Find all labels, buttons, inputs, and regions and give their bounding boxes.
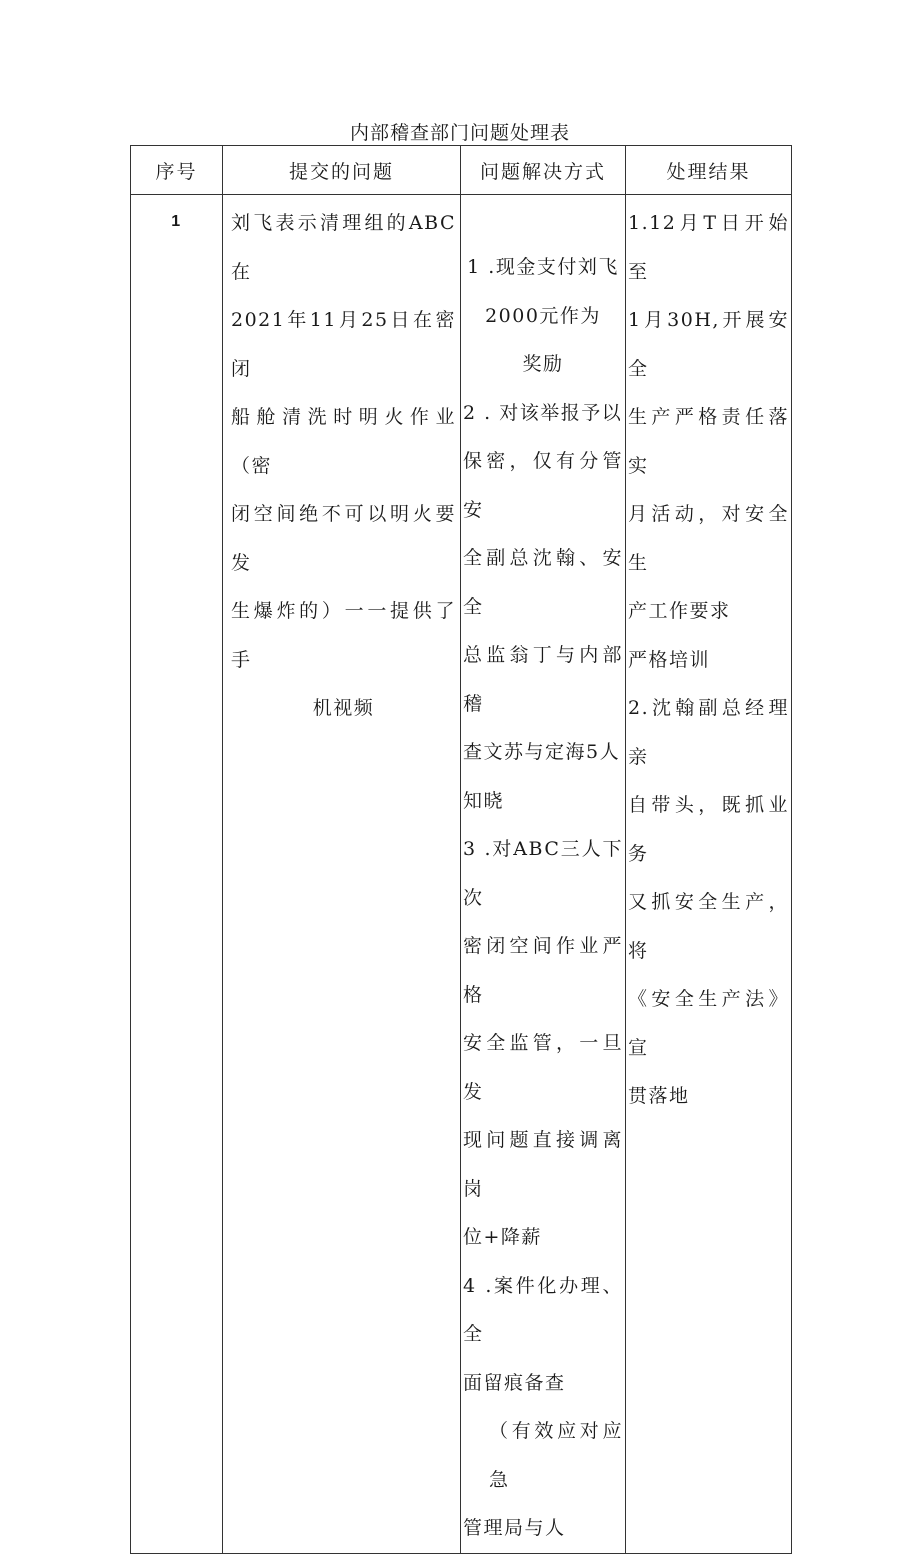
result-line: 贯落地 [628, 1085, 690, 1107]
problem-line: 机视频 [312, 697, 375, 719]
cell-problem [223, 195, 461, 1554]
method-line: 1 .现金支付刘飞 [467, 256, 619, 278]
problem-line: 船舱清洗时明火作业（密 [231, 406, 456, 477]
method-line: 3 .对ABC三人下次 [463, 838, 623, 909]
method-line: 奖励 [522, 353, 564, 375]
issue-table [130, 145, 792, 1554]
table-header-row [131, 146, 792, 195]
method-line: 知晓 [463, 789, 505, 812]
header-problem: 提交的问题 [223, 146, 461, 195]
result-line: 又抓安全生产，将 [628, 891, 789, 962]
method-line: 位+降薪 [463, 1226, 542, 1248]
cell-method [461, 195, 626, 1554]
result-line: 《安全生产法》宣 [628, 988, 789, 1059]
row-index: 1 [171, 213, 182, 230]
method-line: 4 .案件化办理、全 [463, 1274, 623, 1345]
method-line: 查文苏与定海5人 [463, 741, 621, 763]
result-line: 产工作要求 [628, 600, 731, 622]
method-line: 全副总沈翰、安全 [463, 547, 623, 618]
method-line: 现问题直接调离岗 [463, 1129, 623, 1200]
problem-line: 2021年11月25日在密闭 [231, 309, 456, 380]
header-method: 问题解决方式 [461, 146, 626, 195]
table-row [131, 195, 792, 1554]
header-result: 处理结果 [626, 146, 792, 195]
result-line: 1月30H,开展安全 [628, 309, 789, 380]
method-line: 安全监管，一旦发 [463, 1032, 623, 1103]
method-line: 管理局与人 [463, 1517, 566, 1539]
cell-result [626, 195, 792, 1554]
result-line: 2.沈翰副总经理亲 [628, 697, 789, 768]
method-line: 2000元作为 [485, 304, 601, 327]
method-line: 保密，仅有分管安 [463, 450, 623, 521]
problem-line: 闭空间绝不可以明火要发 [231, 503, 456, 574]
problem-line: 刘飞表示清理组的ABC在 [231, 212, 456, 283]
method-line: 2 . 对该举报予以 [463, 401, 623, 424]
result-line: 严格培训 [628, 648, 711, 671]
result-line: 生产严格责任落实 [628, 406, 789, 477]
method-line: 密闭空间作业严格 [463, 935, 623, 1006]
result-line: 1.12月T日开始至 [628, 212, 789, 283]
problem-line: 生爆炸的）一一提供了手 [231, 600, 456, 671]
cell-index [131, 195, 223, 1554]
result-line: 月活动，对安全生 [628, 503, 789, 574]
result-line: 自带头，既抓业务 [628, 794, 789, 865]
header-index: 序号 [131, 146, 223, 195]
method-line: （有效应对应急 [489, 1420, 623, 1491]
method-line: 总监翁丁与内部稽 [463, 644, 623, 715]
document-title: 内部稽查部门问题处理表 [349, 122, 570, 144]
method-line: 面留痕备查 [463, 1371, 566, 1394]
